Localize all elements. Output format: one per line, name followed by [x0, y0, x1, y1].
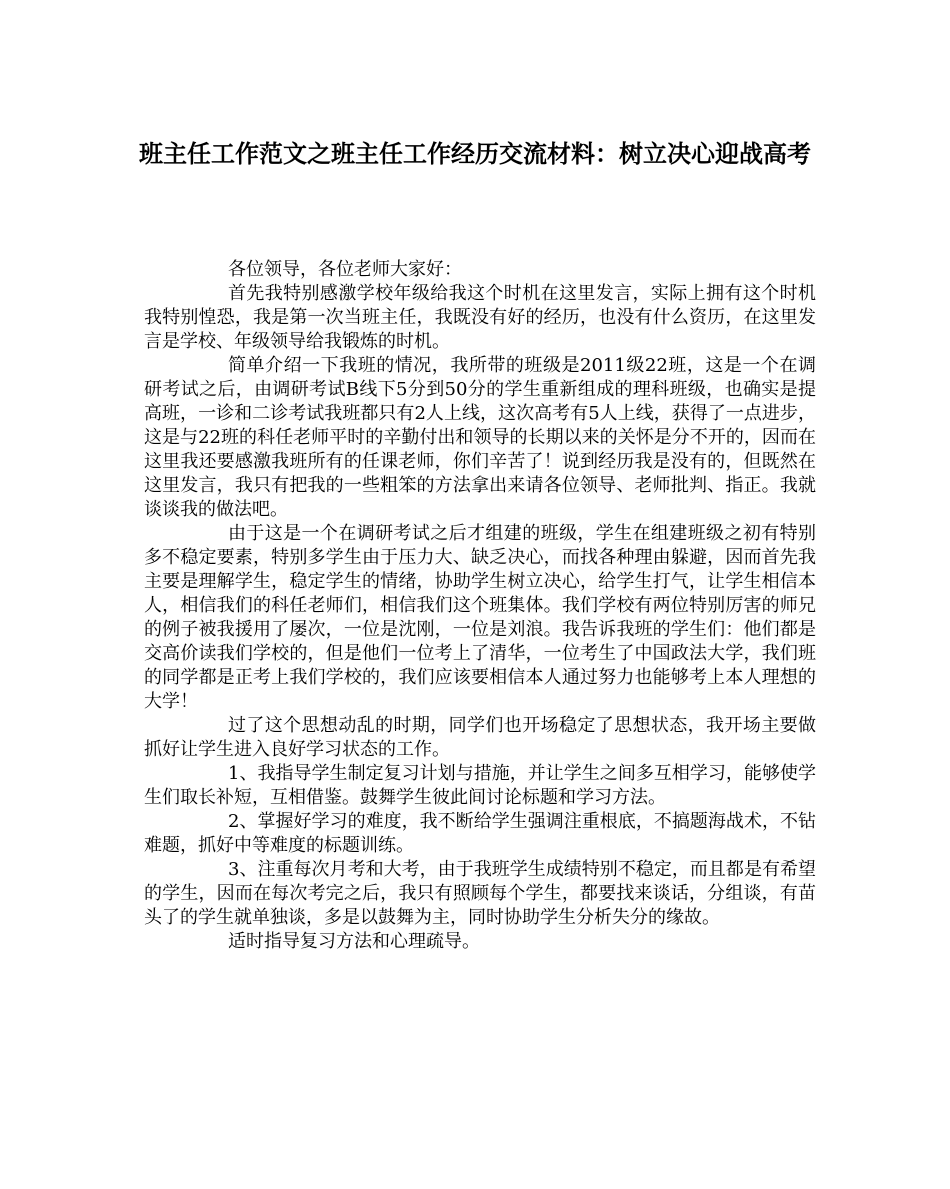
paragraph-guidance: 适时指导复习方法和心理疏导。: [228, 931, 480, 952]
document-title: 班主任工作范文之班主任工作经历交流材料：树立决心迎战高考: [139, 139, 811, 168]
paragraph-learning-state: 过了这个思想动乱的时期，同学们也开场稳定了思想状态，我开场主要做抓好让学生进入良好学习状态的工作。: [144, 715, 816, 760]
paragraph-opening: 首先我特别感激学校年级给我这个时机在这里发言，实际上拥有这个时机我特别惶恐，我是第一次当班主任，我既没有好的经历，也没有什么资历，在这里发言是学校、年级领导给我锻炼的时机。: [144, 283, 816, 352]
document-body: [144, 258, 816, 954]
paragraph-stabilizing-students: 由于这是一个在调研考试之后才组建的班级，学生在组建班级之初有特别多不稳定要素，特别多学生由于压力大、缺乏决心，而找各种理由躲避，因而首先我主要是理解学生，稳定学生的情绪，协助学生树立决心，给学生打气，让学生相信本人，相信我们的科任老师们，相信我们这个班集体。我们学校有两位特别厉害的师兄的例子被我援用了屡次，一位是沈刚，一位是刘浪。我告诉我班的学生们：他们都是交高价读我们学校的，但是他们一位考上了清华，一位考生了中国政法大学，我们班的同学都是正考上我们学校的，我们应该要相信本人通过努力也能够考上本人理想的大学！: [144, 523, 816, 712]
paragraph-point-1: 1、我指导学生制定复习计划与措施，并让学生之间多互相学习，能够使学生们取长补短，互相借鉴。鼓舞学生彼此间讨论标题和学习方法。: [144, 763, 816, 808]
paragraph-point-2: 2、掌握好学习的难度，我不断给学生强调注重根底，不搞题海战术，不钻难题，抓好中等难度的标题训练。: [144, 811, 816, 856]
paragraph-class-introduction: 简单介绍一下我班的情况，我所带的班级是2011级22班，这是一个在调研考试之后，由调研考试B线下5分到50分的学生重新组成的理科班级，也确实是提高班，一诊和二诊考试我班都只有2人上线，这次高考有5人上线，获得了一点进步，这是与22班的科任老师平时的辛勤付出和领导的长期以来的关怀是分不开的，因而在这里我还要感激我班所有的任课老师，你们辛苦了！说到经历我是没有的，但既然在这里发言，我只有把我的一些粗笨的方法拿出来请各位领导、老师批判、指正。我就谈谈我的做法吧。: [144, 355, 816, 520]
paragraph-greeting: 各位领导，各位老师大家好：: [228, 259, 462, 280]
paragraph-point-3: 3、注重每次月考和大考，由于我班学生成绩特别不稳定，而且都是有希望的学生，因而在每次考完之后，我只有照顾每个学生，都要找来谈话，分组谈，有苗头了的学生就单独谈，多是以鼓舞为主，同时协助学生分析失分的缘故。: [144, 859, 816, 928]
